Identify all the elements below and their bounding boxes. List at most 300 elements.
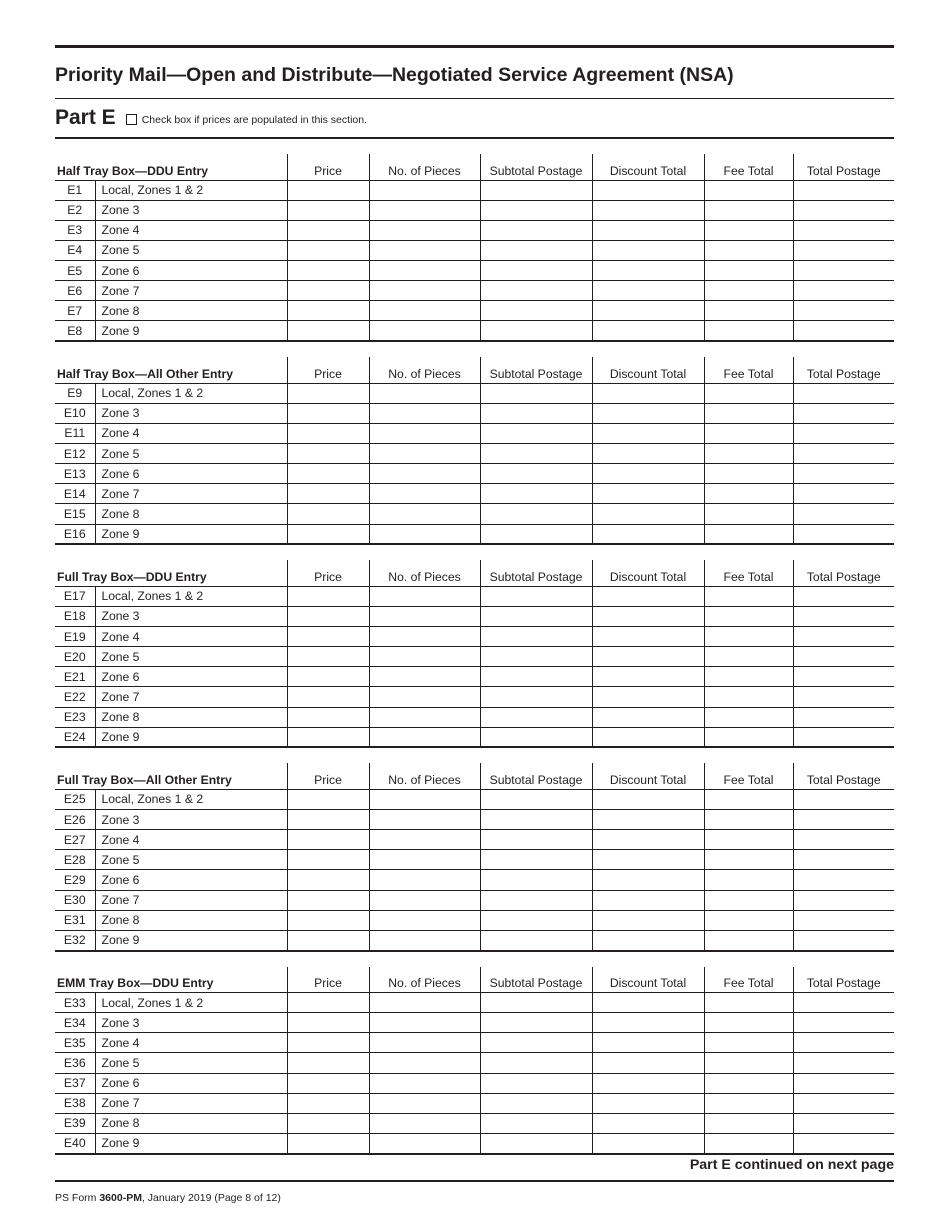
entry-field[interactable]	[592, 789, 704, 809]
entry-field[interactable]	[704, 789, 793, 809]
entry-field[interactable]	[704, 261, 793, 281]
entry-field[interactable]	[369, 444, 480, 464]
entry-field[interactable]	[704, 524, 793, 544]
entry-field[interactable]	[793, 1113, 894, 1133]
entry-field[interactable]	[793, 1053, 894, 1073]
section-header-row	[55, 763, 894, 789]
entry-field[interactable]	[592, 321, 704, 341]
entry-field[interactable]	[287, 1093, 369, 1113]
entry-field[interactable]	[480, 1033, 592, 1053]
entry-field[interactable]	[592, 444, 704, 464]
entry-field[interactable]	[793, 627, 894, 647]
entry-field[interactable]	[793, 301, 894, 321]
entry-field[interactable]	[704, 910, 793, 930]
entry-field[interactable]	[480, 383, 592, 403]
entry-field[interactable]	[592, 810, 704, 830]
zone-label: Zone 6	[95, 261, 287, 281]
entry-field[interactable]	[793, 586, 894, 606]
entry-field[interactable]	[287, 281, 369, 301]
entry-field[interactable]	[592, 727, 704, 747]
entry-field[interactable]	[369, 1133, 480, 1153]
entry-field[interactable]	[369, 321, 480, 341]
entry-field[interactable]	[369, 1073, 480, 1093]
entry-field[interactable]	[793, 1013, 894, 1033]
table-row	[55, 1113, 894, 1133]
entry-field[interactable]	[592, 930, 704, 950]
entry-field[interactable]	[369, 687, 480, 707]
entry-field[interactable]	[793, 687, 894, 707]
entry-field[interactable]	[704, 707, 793, 727]
entry-field[interactable]	[704, 484, 793, 504]
line-code: E7	[55, 301, 95, 321]
entry-field[interactable]	[369, 667, 480, 687]
entry-field[interactable]	[287, 1053, 369, 1073]
entry-field[interactable]	[704, 606, 793, 626]
entry-field[interactable]	[369, 993, 480, 1013]
entry-field[interactable]	[793, 321, 894, 341]
zone-label: Zone 7	[95, 1093, 287, 1113]
entry-field[interactable]	[704, 993, 793, 1013]
entry-field[interactable]	[480, 301, 592, 321]
entry-field[interactable]	[287, 810, 369, 830]
zone-label: Zone 5	[95, 240, 287, 260]
entry-field[interactable]	[704, 504, 793, 524]
entry-field[interactable]	[793, 464, 894, 484]
entry-field[interactable]	[704, 444, 793, 464]
entry-field[interactable]	[704, 1113, 793, 1133]
entry-field[interactable]	[592, 993, 704, 1013]
entry-field[interactable]	[592, 281, 704, 301]
entry-field[interactable]	[287, 423, 369, 443]
entry-field[interactable]	[369, 606, 480, 626]
zone-label: Zone 9	[95, 930, 287, 950]
entry-field[interactable]	[793, 850, 894, 870]
entry-field[interactable]	[369, 220, 480, 240]
entry-field[interactable]	[704, 870, 793, 890]
entry-field[interactable]	[480, 789, 592, 809]
entry-field[interactable]	[592, 464, 704, 484]
entry-field[interactable]	[793, 1073, 894, 1093]
entry-field[interactable]	[480, 261, 592, 281]
entry-field[interactable]	[369, 586, 480, 606]
entry-field[interactable]	[369, 180, 480, 200]
entry-field[interactable]	[480, 1133, 592, 1153]
entry-field[interactable]	[369, 1013, 480, 1033]
entry-field[interactable]	[704, 586, 793, 606]
entry-field[interactable]	[704, 647, 793, 667]
entry-field[interactable]	[369, 890, 480, 910]
entry-field[interactable]	[369, 504, 480, 524]
entry-field[interactable]	[793, 261, 894, 281]
entry-field[interactable]	[480, 321, 592, 341]
entry-field[interactable]	[793, 220, 894, 240]
entry-field[interactable]	[592, 1053, 704, 1073]
entry-field[interactable]	[369, 240, 480, 260]
entry-field[interactable]	[287, 301, 369, 321]
entry-field[interactable]	[592, 403, 704, 423]
section-title: Half Tray Box—DDU Entry	[55, 154, 287, 180]
column-header: Price	[287, 357, 369, 383]
table-row	[55, 464, 894, 484]
entry-field[interactable]	[287, 870, 369, 890]
part-divider	[55, 137, 894, 139]
entry-field[interactable]	[704, 464, 793, 484]
table-row	[55, 1013, 894, 1033]
entry-field[interactable]	[287, 403, 369, 423]
entry-field[interactable]	[592, 261, 704, 281]
entry-field[interactable]	[287, 1113, 369, 1133]
entry-field[interactable]	[704, 830, 793, 850]
entry-field[interactable]	[592, 220, 704, 240]
entry-field[interactable]	[793, 910, 894, 930]
prices-populated-checkbox[interactable]	[126, 114, 137, 125]
entry-field[interactable]	[592, 1113, 704, 1133]
entry-field[interactable]	[480, 240, 592, 260]
entry-field[interactable]	[592, 524, 704, 544]
entry-field[interactable]	[793, 647, 894, 667]
entry-field[interactable]	[704, 200, 793, 220]
entry-field[interactable]	[480, 444, 592, 464]
entry-field[interactable]	[592, 647, 704, 667]
entry-field[interactable]	[592, 586, 704, 606]
entry-field[interactable]	[287, 504, 369, 524]
entry-field[interactable]	[480, 586, 592, 606]
entry-field[interactable]	[287, 524, 369, 544]
entry-field[interactable]	[287, 910, 369, 930]
table-row	[55, 707, 894, 727]
zone-label: Zone 6	[95, 667, 287, 687]
entry-field[interactable]	[480, 1073, 592, 1093]
entry-field[interactable]	[704, 301, 793, 321]
entry-field[interactable]	[369, 261, 480, 281]
entry-field[interactable]	[793, 606, 894, 626]
entry-field[interactable]	[480, 687, 592, 707]
entry-field[interactable]	[592, 180, 704, 200]
table-row	[55, 993, 894, 1013]
entry-field[interactable]	[480, 464, 592, 484]
entry-field[interactable]	[287, 789, 369, 809]
entry-field[interactable]	[369, 1033, 480, 1053]
entry-field[interactable]	[480, 606, 592, 626]
entry-field[interactable]	[793, 890, 894, 910]
table-row	[55, 220, 894, 240]
zone-label: Zone 8	[95, 301, 287, 321]
entry-field[interactable]	[793, 993, 894, 1013]
column-header: Total Postage	[793, 763, 894, 789]
entry-field[interactable]	[369, 810, 480, 830]
entry-field[interactable]	[287, 687, 369, 707]
entry-field[interactable]	[704, 220, 793, 240]
entry-field[interactable]	[793, 1033, 894, 1053]
entry-field[interactable]	[704, 810, 793, 830]
table-row	[55, 200, 894, 220]
entry-field[interactable]	[592, 850, 704, 870]
entry-field[interactable]	[369, 850, 480, 870]
entry-field[interactable]	[704, 850, 793, 870]
entry-field[interactable]	[480, 1013, 592, 1033]
line-code: E20	[55, 647, 95, 667]
line-code: E15	[55, 504, 95, 524]
column-header: No. of Pieces	[369, 967, 480, 993]
entry-field[interactable]	[480, 810, 592, 830]
column-header: Price	[287, 154, 369, 180]
entry-field[interactable]	[287, 667, 369, 687]
zone-label: Zone 6	[95, 1073, 287, 1093]
entry-field[interactable]	[793, 180, 894, 200]
entry-field[interactable]	[704, 383, 793, 403]
entry-field[interactable]	[592, 504, 704, 524]
section-header-row	[55, 357, 894, 383]
section-table	[55, 967, 894, 1155]
column-header: Total Postage	[793, 357, 894, 383]
entry-field[interactable]	[369, 1093, 480, 1113]
entry-field[interactable]	[704, 890, 793, 910]
entry-field[interactable]	[480, 727, 592, 747]
entry-field[interactable]	[287, 464, 369, 484]
entry-field[interactable]	[480, 707, 592, 727]
entry-field[interactable]	[287, 606, 369, 626]
entry-field[interactable]	[592, 910, 704, 930]
entry-field[interactable]	[704, 727, 793, 747]
entry-field[interactable]	[793, 830, 894, 850]
entry-field[interactable]	[704, 1073, 793, 1093]
entry-field[interactable]	[287, 627, 369, 647]
entry-field[interactable]	[369, 281, 480, 301]
entry-field[interactable]	[592, 1133, 704, 1153]
entry-field[interactable]	[369, 727, 480, 747]
entry-field[interactable]	[480, 1093, 592, 1113]
entry-field[interactable]	[480, 627, 592, 647]
section-gap	[55, 545, 894, 560]
entry-field[interactable]	[480, 504, 592, 524]
footer-suffix: , January 2019 (Page 8 of 12)	[141, 1192, 281, 1204]
table-row	[55, 321, 894, 341]
entry-field[interactable]	[369, 1053, 480, 1073]
zone-label: Zone 4	[95, 627, 287, 647]
entry-field[interactable]	[480, 281, 592, 301]
entry-field[interactable]	[287, 1073, 369, 1093]
column-header: Total Postage	[793, 154, 894, 180]
entry-field[interactable]	[793, 870, 894, 890]
zone-label: Zone 7	[95, 281, 287, 301]
zone-label: Local, Zones 1 & 2	[95, 180, 287, 200]
entry-field[interactable]	[287, 180, 369, 200]
column-header: Fee Total	[704, 763, 793, 789]
zone-label: Zone 4	[95, 423, 287, 443]
entry-field[interactable]	[704, 1033, 793, 1053]
entry-field[interactable]	[592, 301, 704, 321]
table-row	[55, 423, 894, 443]
entry-field[interactable]	[592, 667, 704, 687]
entry-field[interactable]	[793, 281, 894, 301]
entry-field[interactable]	[592, 200, 704, 220]
entry-field[interactable]	[793, 1133, 894, 1153]
entry-field[interactable]	[287, 930, 369, 950]
entry-field[interactable]	[287, 890, 369, 910]
entry-field[interactable]	[480, 870, 592, 890]
entry-field[interactable]	[480, 1053, 592, 1073]
entry-field[interactable]	[480, 524, 592, 544]
entry-field[interactable]	[704, 930, 793, 950]
entry-field[interactable]	[287, 220, 369, 240]
entry-field[interactable]	[369, 910, 480, 930]
entry-field[interactable]	[287, 321, 369, 341]
entry-field[interactable]	[287, 647, 369, 667]
entry-field[interactable]	[704, 1053, 793, 1073]
entry-field[interactable]	[480, 1113, 592, 1133]
entry-field[interactable]	[793, 240, 894, 260]
entry-field[interactable]	[793, 383, 894, 403]
entry-field[interactable]	[793, 484, 894, 504]
entry-field[interactable]	[704, 627, 793, 647]
entry-field[interactable]	[704, 180, 793, 200]
entry-field[interactable]	[592, 383, 704, 403]
entry-field[interactable]	[369, 789, 480, 809]
entry-field[interactable]	[704, 281, 793, 301]
column-header: Total Postage	[793, 560, 894, 586]
entry-field[interactable]	[480, 647, 592, 667]
entry-field[interactable]	[793, 444, 894, 464]
entry-field[interactable]	[369, 403, 480, 423]
entry-field[interactable]	[793, 524, 894, 544]
entry-field[interactable]	[480, 220, 592, 240]
entry-field[interactable]	[793, 403, 894, 423]
entry-field[interactable]	[704, 1093, 793, 1113]
entry-field[interactable]	[480, 930, 592, 950]
table-row	[55, 403, 894, 423]
entry-field[interactable]	[704, 240, 793, 260]
entry-field[interactable]	[369, 830, 480, 850]
entry-field[interactable]	[480, 910, 592, 930]
entry-field[interactable]	[704, 1133, 793, 1153]
entry-field[interactable]	[592, 1033, 704, 1053]
table-row	[55, 586, 894, 606]
table-row	[55, 910, 894, 930]
entry-field[interactable]	[704, 321, 793, 341]
entry-field[interactable]	[793, 810, 894, 830]
entry-field[interactable]	[592, 627, 704, 647]
entry-field[interactable]	[287, 1013, 369, 1033]
entry-field[interactable]	[287, 261, 369, 281]
entry-field[interactable]	[480, 830, 592, 850]
entry-field[interactable]	[793, 200, 894, 220]
entry-field[interactable]	[369, 524, 480, 544]
entry-field[interactable]	[592, 870, 704, 890]
table-row	[55, 687, 894, 707]
entry-field[interactable]	[592, 687, 704, 707]
entry-field[interactable]	[704, 687, 793, 707]
entry-field[interactable]	[592, 484, 704, 504]
entry-field[interactable]	[704, 403, 793, 423]
entry-field[interactable]	[480, 890, 592, 910]
entry-field[interactable]	[480, 423, 592, 443]
entry-field[interactable]	[793, 789, 894, 809]
entry-field[interactable]	[369, 301, 480, 321]
entry-field[interactable]	[592, 1013, 704, 1033]
line-code: E14	[55, 484, 95, 504]
entry-field[interactable]	[369, 464, 480, 484]
entry-field[interactable]	[793, 930, 894, 950]
entry-field[interactable]	[369, 707, 480, 727]
line-code: E16	[55, 524, 95, 544]
entry-field[interactable]	[480, 180, 592, 200]
entry-field[interactable]	[592, 423, 704, 443]
line-code: E27	[55, 830, 95, 850]
entry-field[interactable]	[480, 667, 592, 687]
entry-field[interactable]	[287, 383, 369, 403]
entry-field[interactable]	[793, 423, 894, 443]
entry-field[interactable]	[287, 484, 369, 504]
entry-field[interactable]	[793, 667, 894, 687]
entry-field[interactable]	[793, 707, 894, 727]
entry-field[interactable]	[592, 1093, 704, 1113]
entry-field[interactable]	[793, 1093, 894, 1113]
entry-field[interactable]	[287, 200, 369, 220]
footer-form-number: 3600-PM	[99, 1192, 142, 1204]
line-code: E29	[55, 870, 95, 890]
zone-label: Zone 3	[95, 403, 287, 423]
entry-field[interactable]	[369, 930, 480, 950]
entry-field[interactable]	[704, 1013, 793, 1033]
entry-field[interactable]	[592, 1073, 704, 1093]
entry-field[interactable]	[480, 993, 592, 1013]
entry-field[interactable]	[592, 707, 704, 727]
entry-field[interactable]	[369, 627, 480, 647]
entry-field[interactable]	[793, 727, 894, 747]
zone-label: Zone 9	[95, 321, 287, 341]
section-table	[55, 560, 894, 748]
table-row	[55, 281, 894, 301]
zone-label: Zone 4	[95, 830, 287, 850]
entry-field[interactable]	[287, 444, 369, 464]
entry-field[interactable]	[287, 830, 369, 850]
line-code: E23	[55, 707, 95, 727]
entry-field[interactable]	[480, 200, 592, 220]
entry-field[interactable]	[592, 606, 704, 626]
entry-field[interactable]	[287, 1033, 369, 1053]
entry-field[interactable]	[287, 707, 369, 727]
zone-label: Local, Zones 1 & 2	[95, 383, 287, 403]
entry-field[interactable]	[704, 423, 793, 443]
entry-field[interactable]	[287, 993, 369, 1013]
entry-field[interactable]	[369, 383, 480, 403]
entry-field[interactable]	[287, 586, 369, 606]
entry-field[interactable]	[287, 1133, 369, 1153]
entry-field[interactable]	[480, 484, 592, 504]
column-header: Price	[287, 763, 369, 789]
entry-field[interactable]	[369, 647, 480, 667]
entry-field[interactable]	[592, 830, 704, 850]
entry-field[interactable]	[287, 850, 369, 870]
entry-field[interactable]	[369, 870, 480, 890]
entry-field[interactable]	[592, 890, 704, 910]
entry-field[interactable]	[480, 850, 592, 870]
entry-field[interactable]	[592, 240, 704, 260]
line-code: E34	[55, 1013, 95, 1033]
section-header-row	[55, 154, 894, 180]
page-title: Priority Mail—Open and Distribute—Negotiated Service Agreement (NSA)	[55, 64, 734, 86]
line-code: E31	[55, 910, 95, 930]
entry-field[interactable]	[369, 423, 480, 443]
entry-field[interactable]	[369, 484, 480, 504]
entry-field[interactable]	[287, 727, 369, 747]
entry-field[interactable]	[369, 1113, 480, 1133]
entry-field[interactable]	[793, 504, 894, 524]
entry-field[interactable]	[704, 667, 793, 687]
entry-field[interactable]	[480, 403, 592, 423]
entry-field[interactable]	[369, 200, 480, 220]
entry-field[interactable]	[287, 240, 369, 260]
